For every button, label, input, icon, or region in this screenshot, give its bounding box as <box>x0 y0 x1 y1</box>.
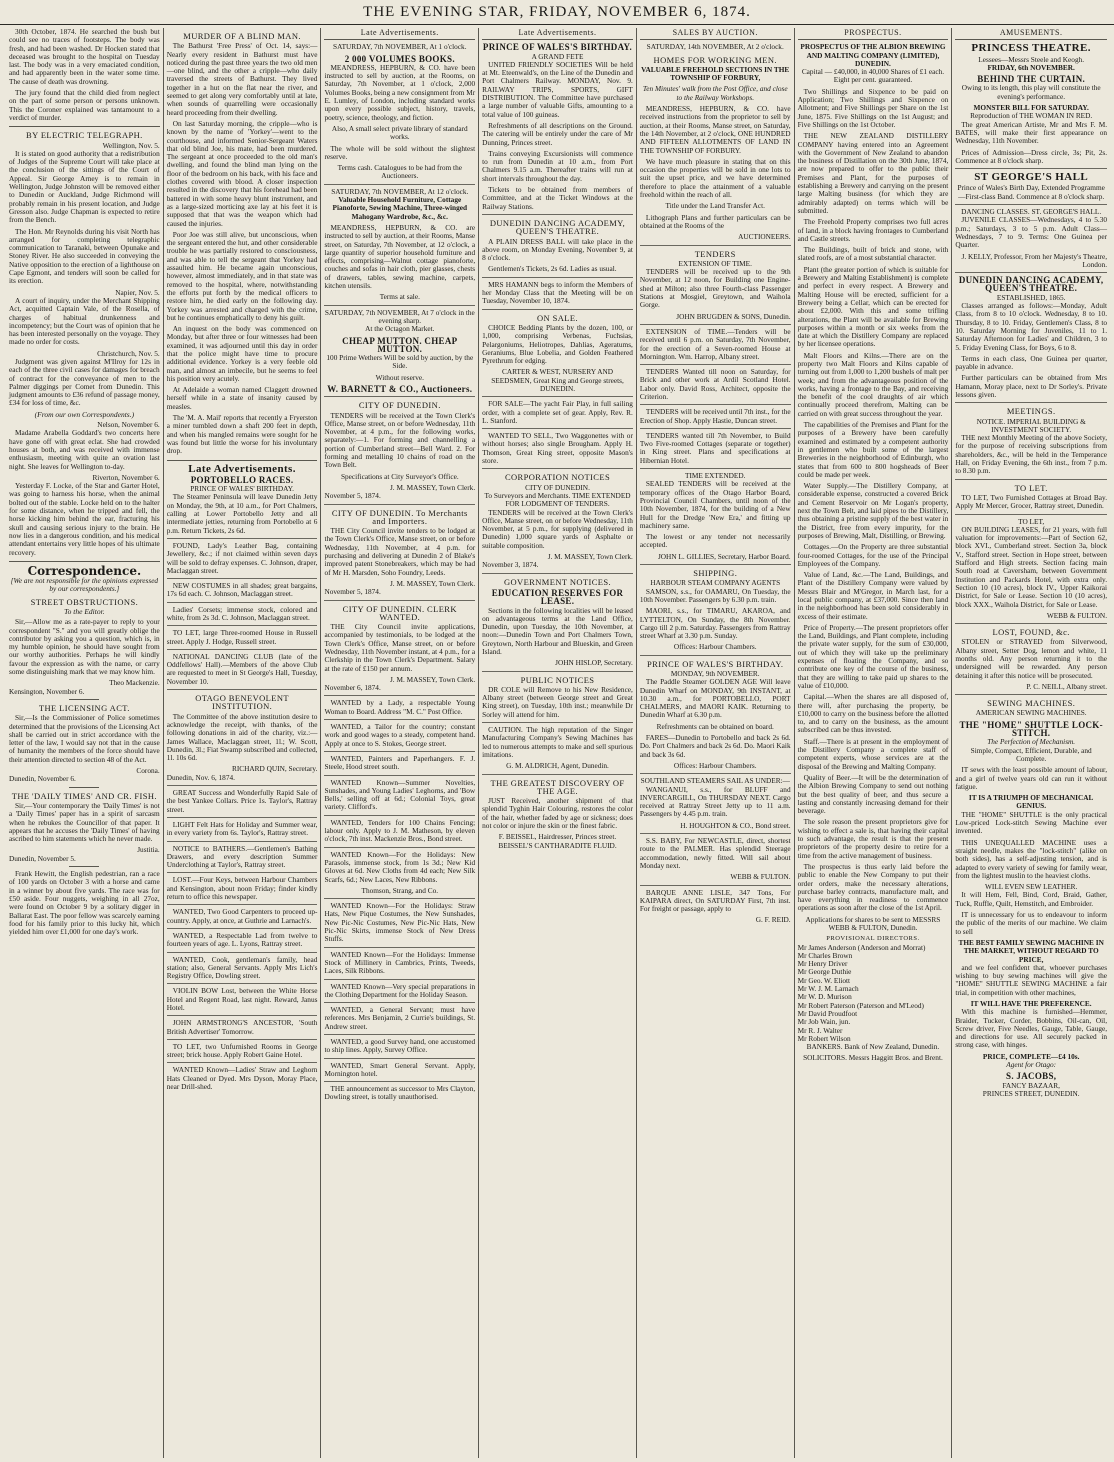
section-heading: LOST, FOUND, &c. <box>992 627 1070 638</box>
ad-signature: CARTER & WEST, NURSERY AND SEEDSMEN, Great King and George streets, DUNEDIN. <box>482 368 633 397</box>
ad-text: WANTED Known—Summer Novelties, Sunshades, and Young Ladies' Leghorns, and 'Bow Bells,' selling off at 6d.; Colonial Toys, great variety. Clifford's. <box>324 779 475 816</box>
ad-text: A PLAIN DRESS BALL will take place in the above room, on Monday Evening, November 9, at 8 o'clock. <box>482 236 633 263</box>
ad-text: TENDERS will be received at the Town Clerk's Office, Manse street, on or before Wednesday, 11th November, at 4 p.m., for the following works, separately:—1. For forming and channelling a portion of Cumberland street—Bell Ward. 2. For forming and metalling 10 chains of road on the Town Belt. <box>324 410 476 470</box>
ad-date: November 5, 1874. <box>324 492 475 504</box>
ad-text: It will Hem, Fell, Bind, Cord, Braid, Gather, Tuck, Ruffle, Quilt, Hemstitch, and Embroider. <box>955 890 1108 908</box>
divider <box>69 699 99 700</box>
ad-title: TO LET, <box>1018 516 1045 526</box>
ad-text: WANTED Known—For the Holidays: New Parasols, immense stock, from 1s 3d.; New Kid Gloves at 6d. New Cloths from 4d each; New Silk Scarfs, 6d.; New Laces, New Ribbons. <box>324 849 476 884</box>
ad-text: With this machine is furnished—Hemmer, Braider, Tucker, Corder, Bobbins, Oil-can, Oil, Screw driver, Five Needles, Gauge, Table, Gauge, and directions for use. All securely packed in strong case, with hinges. <box>955 1007 1108 1050</box>
ad-title: MONSTER BILL FOR SATURDAY. <box>973 103 1089 113</box>
bankers: BANKERS. Bank of New Zealand, Dunedin. <box>806 1042 940 1052</box>
column-4 <box>479 28 637 1458</box>
ad-title: HOMES FOR WORKING MEN. <box>653 54 777 65</box>
ad-title: THE GREATEST DISCOVERY OF THE AGE. <box>490 777 625 796</box>
column-3 <box>321 28 479 1458</box>
ad-text: IT sews with the least possible amount of labour, and a girl of twelve years old can run it without fatigue. <box>955 765 1108 791</box>
letter-place: Dunedin, November 6. <box>9 774 76 784</box>
prospectus-text: Capital.—When the shares are all disposed of, there will, after purchasing the property, be £10,000 to carry on the business before the allotted to, and to carry on the business, as the amount subscribed can be thus invested. <box>797 692 949 735</box>
ad-text: THE City Council invite applications, accompanied by testimonials, to be lodged at the Town Clerk's Office, Manse street, on or before Wednesday, 11th November instant, at 4 p.m., for a Clerkship in the Town Clerk's Department. Salary at the rate of £150 per annum. <box>324 622 476 673</box>
ad-text: BEISSEL'S CANTHARADITE FLUID. <box>498 840 617 850</box>
ad-text: MEANDRESS, HEPBURN, & CO. are instructed to sell by auction, at their Rooms, Manse street, on Saturday, 7th November, at 12 o'clock, a large quantity of superior household furniture and effects, comprising—Walnut cottage pianoforte, couches and sofas in hair cloth, pier glasses, chests of drawers, tables, sewing machine, carpets, kitchen utensils. <box>324 222 476 291</box>
ad-text: DR COLE will Remove to his New Residence, Albany street (between George street and Great King street), on Tuesday, 10th inst.; meanwhile Dr Sorley will attend for him. <box>482 686 633 723</box>
agent-business: FANCY BAZAAR, <box>1002 1080 1060 1090</box>
ad-text: FOUND, Lady's Leather Bag, containing Jewellery, &c.; if not claimed within seven days will be sold to defray expenses. C. Johnson, draper, Maclaggan street. <box>167 542 318 579</box>
ad-text: NOTICE to BATHERS.—Gentlemen's Bathing Drawers, and every description Summer Underclothing at Taylor's, Rattray street. <box>167 845 318 874</box>
ad-text: WANTED Known—For the Holidays: Straw Hats, New Pique Costumes, the New Sunshades, New Pic-Nic Costumes, New Pic-Nic Hats, New Pic-Nic Skirts, immense Stock of New Dress Stuffs. <box>324 902 475 947</box>
dateline: Riverton, November 6. <box>92 472 160 482</box>
ad-text: Gentlemen's Tickets, 2s 6d. Ladies as usual. <box>482 265 633 277</box>
divider <box>9 126 160 127</box>
ad-text: EXTENSION of TIME.—Tenders will be received until 6 p.m. on Saturday, 7th November, for the erection of a Seven-roomed House at Mornington. Wm. Harrop, Albany street. <box>640 328 791 365</box>
ad-text: and we feel confident that, whoever purchases wishing to buy sewing machines will give the "HOME" SHUTTLE SEWING MACHINE a fair trial, in competition with other machines, <box>955 962 1108 997</box>
ad-title: EXTENSION OF TIME. <box>678 258 752 268</box>
ad-text: WANTED Known—Very special preparations in the Clothing Department for the Holiday Season. <box>324 983 475 1004</box>
prospectus-text: Quality of Beer.—It will be the determination of the Albion Brewing Company to send out nothing but the best quality of beer, and thus secure a lasting and constantly increasing demand for their beverage. <box>797 772 949 816</box>
prospectus-text: THE NEW ZEALAND DISTILLERY COMPANY having entered into an Agreement with the Government of New Zealand to abandon the business of Distillation on the 30th June, 1874, are now prepared to offer to the public their Premises and Plant, for the purposes of establishing a Brewery and carrying on the present large Malting business (for which they are admirably adapted) on terms which will be submitted. <box>797 131 949 215</box>
ad-date: MONDAY, 9th NOVEMBER. <box>670 669 760 678</box>
ad-subtitle: Reproduction of THE WOMAN IN RED. <box>970 111 1093 121</box>
ad-date: FRIDAY, 6th NOVEMBER. <box>987 62 1075 72</box>
ad-text: GREAT Success and Wonderfully Rapid Sale of the best Yankee Collars. Price 1s. Taylor's, Rattray street. <box>167 789 318 818</box>
column-heading: SALES BY AUCTION. <box>640 28 791 40</box>
ad-text: The Paddle Steamer GOLDEN AGE Will leave Dunedin Wharf on MONDAY, 9th INSTANT, at 10.30 a.m., for PORTOBELLO, PORT CHALMERS, and MAORI KAIK. Returning to Dunedin Wharf at 6.30 p.m. <box>639 677 791 720</box>
letter-signature: Corona. <box>136 766 160 776</box>
column-5 <box>637 28 795 1458</box>
article-text: At Adelaide a woman named Claggett drowned herself while in a state of insanity caused by measles. <box>166 385 318 411</box>
ad-title: W. BARNETT & CO., Auctioneers. <box>324 385 475 397</box>
ad-title: CITY OF DUNEDIN. To Merchants and Importers. <box>331 507 468 526</box>
article-text: Yesterday F. Locke, of the Star and Garter Hotel, was going to harness his horse, when the animal bolted out of the stable. Locke held on to the halter for some distance, when he tripped and fell, the horse kicking him behind the ear, fracturing his skull and causing serious injury to the brain. He now lies in a dangerous condition, and his medical attendant entertains very little hopes of his ultimate recovery. <box>9 481 160 557</box>
article-text: Poor Joe was still alive, but unconscious, when the sergeant entered the hut, and other considerable trouble he was partially restored to consciousness, and was able to tell the sergeant that Yorkey had assaulted him. He became again unconscious, however, almost immediately, and in that state was removed to the hospital, where, notwithstanding the efforts put forth by the medical officers to restore him, he died early on the following day. Yorkey was arrested and charged with the crime, but he continues emphatically to deny his guilt. <box>166 229 318 322</box>
prospectus-text: Two Shillings and Sixpence to be paid on Application; Two Shillings and Sixpence on Allotment; and Five Shillings per Share on the 1st June, 1875. Five Shillings on the 1st August; and Five Shillings on the 1st October. <box>797 86 949 129</box>
article-text: A court of inquiry, under the Merchant Shipping Act, acquitted Captain Vale, of the Rosella, of charges of habitual drunkenness and incompetency; but the Court was of opinion that he has been interested personally on the voyage. They made no order for costs. <box>9 295 160 347</box>
prospectus-text: The capabilities of the Premises and Plant for the purposes of a Brewery have been carefully examined and estimated by a competent authority in gentlemen who built some of the largest Breweries in the neighborhood of Edinburgh, who states that from 600 to 800 hogsheads of Beer could be made per week. <box>797 420 949 479</box>
ad-text: FOR SALE—The yacht Fair Play, in full sailing order, with a complete set of gear. Apply, Rev. R. L. Stanford. <box>482 400 633 429</box>
ad-text: WANTED Known—Ladies' Straw and Leghorn Hats Cleaned or Dyed. Mrs Dyson, Moray Place, near Drill-shed. <box>166 1065 318 1092</box>
section-heading: PUBLIC NOTICES <box>520 674 595 685</box>
ad-text: TENDERS will be received up to the 9th November, at 12 noon, for Building one Engine-shed at Milton; also three Fourth-class Passenger Stations at Mosgiel, Greytown, and Waihola Gorge. <box>639 267 791 310</box>
ad-text: WANTED, Cook, gentleman's family, head station; also, General Servants. Apply Mrs Lich's Registry Office, Dowling street. <box>167 956 318 985</box>
ad-text: Terms at sale. <box>324 293 475 305</box>
ad-title: IT IS A TRIUMPH OF MECHANICAL GENIUS. <box>968 793 1094 811</box>
ad-text: The Steamer Peninsula will leave Dunedin Jetty on Monday, the 9th, at 10 a.m., for Port Chalmers, calling at Lower Portobello Jetty and all intermediate jetties, returning from Portobello at 6 p.m. Return Tickets, 2s 6d. <box>167 493 318 538</box>
correspondents-heading: (From our own Correspondents.) <box>34 409 135 419</box>
column-7 <box>952 28 1110 1458</box>
ad-text: MEANDRESS, HEPBURN, & CO. have received instructions from the proprietor to sell by auction, at their Rooms, Manse street, on Saturday, the 14th November, at 2 o'clock, ONE HUNDRED AND FIFTEEN ALLOTMENTS OF LAND IN THE TOWNSHIP OF FORBURY. <box>639 104 791 155</box>
article-text: On last Saturday morning, the cripple—who is known by the name of 'Yorkey'—went to the courthouse, and informed Senior-Sergeant Waters that old blind Joe, his mate, had been murdered. The sergeant at once proceeded to the old man's dwelling, and found the blind man lying on the floor of the bedroom on his back, with his face and clothes covered with blood. A closer inspection resulted in the discovery that his forehead had been battered in with some heavy blunt instrument, and as a large-sized morticing axe lay at his feet it is supposed that that was the weapon which had caused the injuries. <box>166 118 318 228</box>
divider <box>167 460 318 461</box>
director-item: Mr Charles Brown <box>797 950 853 960</box>
director-item: Mr Robert Wilson <box>797 1033 851 1043</box>
ad-title: ON SALE. <box>537 312 578 323</box>
ad-date: Dunedin, Nov. 6, 1874. <box>167 774 318 786</box>
ad-text: UNITED FRIENDLY SOCIETIES Will be held at Mt. Eteenwald's, on the Line of the Dunedin and Port Chalmers Railway. MONDAY, Nov. 9. RAILWAY TRIPS, SPORTS, GIFT DISTRIBUTION. The Committee have purchased a large number of valuable Gifts, amounting to a total value of 100 guineas. <box>482 59 633 119</box>
ad-text: Terms in each class, One Guinea per quarter, payable in advance. <box>955 353 1108 372</box>
director-item: Mr James Anderson (Anderson and Morrat) <box>797 942 926 952</box>
ad-text: Further particulars can be obtained from Mrs Hamann, Moray place, next to Dr Sorley's. Private lessons given. <box>955 374 1107 403</box>
ad-text: We have much pleasure in stating that on this occasion the properties will be sold in one lots to suit the upset price, and we have determined therefore to place the attainment of a valuable freehold within the reach of all. <box>639 156 791 200</box>
director-item: Mr Geo. W. Eliott <box>797 975 851 985</box>
ad-text: THE next Monthly Meeting of the above Society, for the purpose of receiving subscriptions from shareholders, &c., will be held in the Temperance Hall, on Friday Evening, the 6th inst., from 7 p.m. to 8.30 p.m. <box>955 434 1107 479</box>
ad-text: TO LET, Two Furnished Cottages at Broad Bay. Apply Mr Mercer, Grocer, Rattray street, Dunedin. <box>955 494 1107 515</box>
ad-text: THE announcement as successor to Mrs Clayton, Dowling street, is totally unauthorised. <box>324 1084 476 1102</box>
article-text: The Hon. Mr Reynolds during his visit North has arranged for completing telegraphic communication to Taranaki, between Opunake and Stoney River. He also succeeded in conveying the Native opposition to the erection of a lighthouse on Cape Egmont, and tenders will soon be called for its erection. <box>9 226 160 286</box>
ad-subtitle: ESTABLISHED, 1865. <box>996 292 1066 302</box>
letter-place: Dunedin, November 5. <box>9 853 76 863</box>
ad-text: Tickets to be obtained from members of Committee, and at the Ticket Windows at the Railway Stations. <box>482 186 633 215</box>
ad-date: SATURDAY, 7th NOVEMBER, At 7 o'clock in the evening sharp. <box>324 307 475 325</box>
letter-text: Sir,—Allow me as a rate-payer to reply to your correspondent "S." and you will greatly oblige the contributor by asking you a question, which is, in my humble opinion, he should have sought from our worthy authorities. Perhaps he will kindly favour the expression as with the name, or carry some distinguishing mark that we may know him. <box>9 617 160 677</box>
letter-signature: Theo Mackenzie. <box>109 678 160 688</box>
article-text: Judgment was given against M'Ilroy for 12s in each of the three civil cases for damages for breach of contract for the conveyance of men to the Palmer diggings per Comet from Dunedin. This judgment amounts to £36 refund of passage money, £34 for loss of time, &c. <box>9 356 160 408</box>
ad-subtitle: A GRAND FETE <box>531 51 584 61</box>
article-text: Madame Arabella Goddard's two concerts here have gone off with great eclat. She had crowded houses at both, and was received with immense enthusiasm, meeting with quite an ovation last night. She leaves for Wellington to-day. <box>9 428 160 471</box>
ad-text: The great American Artiste, Mr and Mrs F. M. BATES, will make their first appearance on Wednesday, 11th November. <box>955 119 1108 146</box>
jury-verdict: The jury found that the child died from neglect on the part of some person or persons unknown. This the Coroner explained was tantamount to a verdict of murder. <box>9 88 160 122</box>
ad-title: DANCING CLASSES. ST. GEORGE'S HALL. <box>961 207 1102 217</box>
ad-text: MEANDRESS, HEPBURN, & CO. have been instructed to sell by auction, at the Rooms, on Saturday, 7th November, at 1 o'clock, 2,000 Volumes Books, being a new consignment from Mr E. Lumley, of London, including standard works upon every possible subject, history, travels, poetry, science, theology, and fiction. <box>324 62 476 122</box>
ad-text: TENDERS will be received until 7th inst., for the Erection of Shop. Apply Hastie, Duncan street. <box>640 408 791 429</box>
ad-subtitle: Ten Minutes' walk from the Post Office, and close to the Railway Workshops. <box>642 84 788 102</box>
ad-title: DUNEDIN DANCING ACADEMY, QUEEN'S THEATRE. <box>489 217 626 237</box>
director-item: Mr George Duthie <box>797 967 852 977</box>
section-heading: GOVERNMENT NOTICES. <box>503 576 612 587</box>
ad-title: BEHIND THE CURTAIN. <box>977 74 1086 85</box>
ad-text: At the Octagon Market. <box>365 324 435 334</box>
ad-title: 2 000 VOLUMES BOOKS. <box>344 53 455 64</box>
ad-signature: J. M. MASSEY, Town Clerk. <box>389 482 476 492</box>
ad-date: November 5, 1874. <box>324 588 475 600</box>
top-rule <box>0 24 1114 25</box>
ad-title: CITY OF DUNEDIN. <box>525 482 590 492</box>
ad-title: VALUABLE FREEHOLD SECTIONS IN THE TOWNSHIP OF FORBURY, <box>641 64 790 83</box>
directors-list <box>798 944 949 1044</box>
to-editor: To the Editor. <box>64 607 105 616</box>
dateline: Napier, Nov. 5. <box>115 287 160 297</box>
ad-text: CAUTION. The high reputation of the Singer Manufacturing Company's Sewing Machines has led to numerous attempts to make and sell spurious imitations. <box>482 725 633 759</box>
ad-signature: F. BEISSEL, Hairdresser, Princes street. <box>498 832 617 842</box>
ad-title: PORTOBELLO RACES. <box>190 474 294 485</box>
ad-title: IT WILL HAVE THE PREFERENCE. <box>970 998 1092 1008</box>
ad-signature: JOHN HISLOP, Secretary. <box>482 659 633 671</box>
article-text: The 'M. A. Mail' reports that recently a Fryerston a miner tumbled down a shaft 200 feet in depth, and when his mangled remains were sought for he was found but little the worse for his involuntary drop. <box>166 413 318 456</box>
letter-signature: Justitia. <box>137 845 160 855</box>
ad-signature: P. C. NEILL, Albany street. <box>955 683 1107 695</box>
ad-signature: H. HOUGHTON & CO., Bond street. <box>640 822 791 834</box>
ad-text: WANTED, a Respectable Lad from twelve to fourteen years of age. L. Lyons, Rattray street. <box>167 932 318 953</box>
ad-title: Valuable Household Furniture, Cottage Pianoforte, Sewing Machine, Three-winged Mahogany Wardrobe, &c., &c. <box>332 195 468 221</box>
prospectus-text: Cottages.—On the Property are three substantial four-roomed Cottages, for the use of the Principal Employees of the Company. <box>797 542 949 568</box>
ad-text: NEW COSTUMES in all shades; great bargains, 17s 6d each. C. Johnson, Maclaggan street. <box>167 582 318 603</box>
ad-signature: AUCTIONEERS. <box>640 233 791 245</box>
ad-text: WANTED, Painters and Paperhangers. F. J. Steele, Hood street south. <box>324 755 475 776</box>
ad-text: Owing to its length, this play will constitute the evening's performance. <box>961 83 1101 101</box>
masthead: THE EVENING STAR, FRIDAY, NOVEMBER 6, 1874. <box>363 4 751 20</box>
solicitors: SOLICITORS. Messrs Haggitt Bros. and Brent. <box>803 1053 943 1063</box>
ad-text: TENDERS will be received at the Town Clerk's Office, Manse street, on or before Wednesday, 11th November, at 5 p.m., for supplying (delivered in Dunedin) 1,000 square yards of Asphalte or suitable composition. <box>482 507 633 550</box>
prospectus-capital: Capital — £40,000, in 40,000 Shares of £1 each. Eight per cent. guaranteed. <box>801 67 945 85</box>
prospectus-text: Staff.—There is at present in the employment of the Distillery Company a complete staff of competent experts, whose services are at the disposal of the Brewing and Malting Company. <box>797 736 949 771</box>
ad-date: SATURDAY, 7th NOVEMBER, At 12 o'clock. <box>331 186 469 196</box>
letter-heading: THE 'DAILY TIMES' AND CR. FISH. <box>11 790 157 801</box>
article-text: It is stated on good authority that a redistribution of Judges of the Supreme Court will take place at the conclusion of the sittings of the Court of Appeal. Sir George Arney is to remain in Wellington, Judge Johnston will be removed either to Dunedin or Auckland, Judge Richmond will probably remain in his present location, and Judge Gresson also. Judge Chapman is expected to retire from the Bench. <box>9 148 160 225</box>
prospectus-text: The Freehold Property comprises two full acres of land, in a block having frontages to Cumberland and Castle streets. <box>797 217 949 243</box>
letter-heading: STREET OBSTRUCTIONS. <box>30 596 139 607</box>
ad-title: AMERICAN SEWING MACHINES. <box>975 708 1087 718</box>
directors-heading: PROVISIONAL DIRECTORS. <box>826 935 920 943</box>
ad-text: VIOLIN BOW Lost, between the White Horse Hotel and Regent Road, last night. Reward, Janus Hotel. <box>167 987 318 1016</box>
disclaimer: [We are not responsible for the opinions expressed by our correspondents.] <box>10 576 159 594</box>
section-heading: CORPORATION NOTICES <box>504 472 611 483</box>
telegraph-heading: BY ELECTRIC TELEGRAPH. <box>26 130 143 141</box>
ad-title: TIME EXTENDED. <box>685 471 746 481</box>
ad-date: November 6, 1874. <box>324 684 475 696</box>
ad-text: Ladies' Corsets; immense stock, colored and white, from 2s 3d. C. Johnson, Maclaggan street. <box>167 606 318 627</box>
ad-text: Offices: Harbour Chambers. <box>640 762 791 774</box>
ad-text: TENDERS Wanted till noon on Saturday, for Brick and other work at Ardil Scotland Hotel. Labor only. David Ross, Architect, opposite the Criterion. <box>640 368 791 405</box>
ad-text: Simple, Compact, Efficient, Durable, and Complete. <box>970 745 1092 763</box>
ad-text: WANTED, Tenders for 100 Chains Fencing; labour only. Apply to J. M. Matheson, by eleven o'clock, 7th inst. Mackenzie Bros., Bond street. <box>324 819 475 848</box>
ad-signature: Thomson, Strang, and Co. <box>324 887 475 899</box>
prospectus-text: The prospectus is thus early laid before the public to enable the New Company to put their order orders, make the necessary alterations, purchase barley contracts, manufacture malt, and have everything in readiness to commence operations as soon after the close of the 1st April. <box>797 861 949 913</box>
ad-text: 100 Prime Wethers Will be sold by auction, by the Side. <box>326 353 474 371</box>
ad-date: November 3, 1874. <box>482 561 633 573</box>
column-heading: Late Advertisements. <box>482 28 633 40</box>
ad-text: Lithograph Plans and further particulars can be obtained at the Rooms of the <box>639 212 791 230</box>
director-item: Mr Robert Paterson (Paterson and M'Leod) <box>797 1000 924 1010</box>
director-item: Mr R. J. Walter <box>797 1025 843 1035</box>
ad-text: WANTED, a Tailor for the country; constant work and good wages to a steady, competent hand. Apply at once to S. Stokes, George street. <box>324 723 475 752</box>
ad-text: THIS UNEQUALLED MACHINE uses a straight needle, makes the "lock-stitch" (alike on both sides), has a self-adjusting tension, and is adapted to every variety of sewing for family wear, from the lightest muslin to the heaviest cloths. <box>955 837 1108 880</box>
prospectus-text: The sole reason the present proprietors give for wishing to effect a sale is, that having their capital to such advantage, the result is that the present proprietors of the property desire to retire for a time from the active management of business. <box>797 817 949 860</box>
ad-text: WANTED TO SELL, Two Waggonettes with or without horses; also single Brougham. Apply H. Thomson, Great King street, opposite Mason's store. <box>482 432 633 469</box>
agent-name: S. JACOBS, <box>1006 1071 1057 1082</box>
dateline: Nelson, November 6. <box>97 420 160 430</box>
ad-text: SAMSON, s.s., for OAMARU, On Tuesday, the 10th November. Passengers by 6.30 p.m. train. <box>639 586 791 604</box>
ad-title: CITY OF DUNEDIN. <box>358 400 441 411</box>
letter-place: Kensington, November 6. <box>9 686 85 696</box>
agent-address: PRINCES STREET, DUNEDIN. <box>982 1088 1080 1098</box>
ad-text: NATIONAL DANCING CLUB (late of the Oddfellows' Hall).—Members of the above Club are requested to meet in St George's Hall, Tuesday, November 10. <box>167 653 318 690</box>
ad-text: TENDERS wanted till 7th November, to Build Two Five-roomed Cottages (separate or together) in King street. Plans and specifications at Hibernian Hotel. <box>640 432 791 469</box>
ad-text: WANTED Known—For the Holidays: Immense Stock of Millinery in Cambrics, Prints, Tweeds, Laces, Silk Ribbons. <box>324 951 475 980</box>
inquest-text: 30th October, 1874. He searched the bush but could see no traces of footsteps. The body was fresh, and had been washed. Dr Hocken stated that deceased was brought to the hospital on Tuesday last. The body was in a very emaciated condition, and had apparently been in the water some time. The cause of death was drowning. <box>9 28 160 86</box>
columns <box>6 28 1110 1458</box>
ad-title: PRINCE OF WALES'S BIRTHDAY. <box>482 42 633 53</box>
dateline: Christchurch, Nov. 5. <box>97 348 160 358</box>
ad-text: LIGHT Felt Hats for Holiday and Summer wear, in every variety from 6s. Taylor's, Rattray street. <box>167 821 318 842</box>
ad-text: FARES—Dunedin to Portobello and back 2s 6d. Do. Port Chalmers and back 2s 6d. Do. Maori Kaik and back 3s 6d. <box>639 733 791 759</box>
ad-title: THE BEST FAMILY SEWING MACHINE IN THE MARKET, WITHOUT REGARD TO PRICE, <box>958 937 1104 964</box>
ad-text: SEALED TENDERS will be received at the temporary offices of the Otago Harbor Board, Provincial Council Chambers, until noon of the 10th November, 1874, for the building of a New Hull for the Dredge 'New Era,' and fitting up machinery same. <box>639 479 791 530</box>
agent-label: Agent for Otago: <box>1006 1060 1057 1070</box>
price: PRICE, COMPLETE—£4 10s. <box>982 1051 1080 1061</box>
ad-text: CHOICE Bedding Plants by the dozen, 100, or 1,000, comprising Verbenas, Fuchsias, Pelargoniums, Heliotropes, Dahlias, Ageratums, Geraniums, Blue Lobelia, and Golden Feathered Pyrethrum for edging. <box>482 322 633 366</box>
prospectus-text: Malt Floors and Kilns.—There are on the property two Malt Floors and Kilns capable of turning out from 1,000 to 1,200 bushels of malt per week; and from the advantageous position of the works, having a frontage to the Bay, and receiving the benefit of the cool draughts of air which continually proceed therefrom, Malting can be carried on with great success throughout the year. <box>797 350 949 418</box>
ad-subtitle: WILL EVEN SEW LEATHER. <box>984 882 1078 892</box>
ad-subtitle: The Perfection of Mechanism. <box>987 737 1076 747</box>
ad-text: Classes arranged as follows:—Monday, Adult Class, from 8 to 10 o'clock. Wednesday, 8 to 10. Thursday, 8 to 10. Friday, Gentlemen's Class, 8 to 10. Saturday Morning for Juveniles, 11 to 1. Saturday Afternoon for Ladies' and Children, 3 to 5. Friday Evening Class, for Boys, 6 to 8. <box>955 301 1108 352</box>
ad-text: Refreshments can be obtained on board. <box>656 721 774 731</box>
divider <box>69 866 99 867</box>
ad-title: CITY OF DUNEDIN. CLERK WANTED. <box>342 603 457 622</box>
ad-signature: G. F. REID. <box>755 915 791 925</box>
article-text: Frank Hewitt, the English pedestrian, ran a race of 100 yards on October 3 with a horse and came in a winner by about five yards. The race was for £50 aside. Four nuggets, weighing in all 27oz, were found on October 9 by a solitary digger in Ballarat East. The poor fellow was scarcely earning food for his family prior to this lucky hit, which yielded him over £1,000 for one day's work. <box>9 869 160 937</box>
article-heading: MURDER OF A BLIND MAN. <box>183 31 301 41</box>
ad-text: Also, A small select private library of standard works. <box>331 123 468 142</box>
prospectus-text: Plant (the greater portion of which is suitable for a Brewery and Malting Establishment) is complete and perfect in every respect. A Brewery and Malting House will be erected, sufficient for a Brewery being a Cellar, which can be erected for about £2,000. With this and some trifling alterations, the Plant will be available for Brewing purposes within a month or six weeks from the date at which the Distillery Company are replaced by her licensee operations. <box>797 264 949 349</box>
ad-text: TO LET, large Three-roomed House in Russell street. Apply J. Hodge, Russell street. <box>167 629 318 650</box>
ad-text: JUST Received, another shipment of that splendid Tyghin Hair Colouring, restores the color of the hair, whether faded by age or sickness; does not color or injure the skin or the finest fabric. <box>482 796 633 831</box>
ad-title: SOUTHLAND STEAMERS SAIL AS UNDER:— <box>640 776 790 786</box>
ad-signature: WEBB & FULTON. <box>640 873 791 885</box>
letter-text: Sir,—Your contemporary the 'Daily Times' is not a 'Daily Times' paper has in a spirit of sarcasm when he rebukes the Councillor of that paper. It appears that he accuses the 'Daily Times' of having ascribed to him statements which he never made. <box>9 800 160 844</box>
ad-text: ON BUILDING LEASES, for 21 years, with full valuation for improvements:—Part of Section 62, block XVI., Cumberland street. Section 3a, block V., Stafford street. Section in Hope street, between Stafford and High streets. Section facing main South road at Caversham, between Government Institution and Packards Hotel, with extra only. Section 10 (10 acres), block IV., Upper Kaikorai District, for Sale or Lease. Section 10 (10 acres), block XXX., Waihola District, for Sale or Lease. <box>955 524 1108 609</box>
column-heading: AMUSEMENTS. <box>955 28 1107 40</box>
column-6 <box>795 28 953 1458</box>
ad-title: THE "HOME" SHUTTLE LOCK-STITCH. <box>959 719 1103 739</box>
ad-text: BARQUE ANNE LISLE, 347 Tons, For KAIPARA direct, On SATURDAY First, 7th inst. For freight or passage, apply to <box>639 887 791 914</box>
correspondence-heading: Correspondence. <box>27 563 142 578</box>
article-text: The Bathurst 'Free Press' of Oct. 14, says:—Nearly every resident in Bathurst must have noticed during the past three years the two old men—one blind, and the other a cripple—who daily traversed the streets of Bathurst. They lived together in a hut on the flat near the river, and seemed to get along very comfortably until at late, when sounds of quarrelling were occasionally heard proceeding from their dwelling. <box>166 41 318 117</box>
column-heading: Late Advertisements. <box>324 28 475 40</box>
ad-text: WANGANUI, s.s., for BLUFF and INVERCARGILL, On THURSDAY NEXT. Cargo received at Rattray Street Jetty up to 11 a.m. Passengers by 4.45 p.m. train. <box>639 784 791 819</box>
ad-text: THE City Council invite tenders to be lodged at the Town Clerk's Office, Manse street, on or before Wednesday, 11th November, at 4 p.m. for purchasing and delivering at Dunedin 2 of Blake's improved patent Stonebreakers, which may be had of Mr H. Marsden, Soho Foundry, Leeds. <box>324 526 476 577</box>
ad-text: Offices: Harbour Chambers. <box>640 643 791 655</box>
letter-heading: THE LICENSING ACT. <box>38 702 130 713</box>
ad-signature: RICHARD QUIN, Secretary. <box>231 764 318 774</box>
ad-text: MRS HAMANN begs to inform the Members of her Monday Class that the Meeting will be on Tuesday, November 10, 1874. <box>482 281 633 310</box>
ad-text: Refreshments of all descriptions on the Ground. The catering will be entirely under the care of Mr Dunning, Princes street. <box>482 120 633 147</box>
director-item: Mr David Proudfoot <box>797 1008 858 1018</box>
ad-title: DUNEDIN DANCING ACADEMY, QUEEN'S THEATRE. <box>958 275 1104 294</box>
ad-title: NOTICE. IMPERIAL BUILDING & INVESTMENT SOCIETY. <box>976 416 1086 434</box>
ad-subtitle: To Surveyors and Merchants. TIME EXTENDED FOR LODGMENT OF TENDERS. <box>484 490 631 509</box>
section-heading: MEETINGS. <box>1006 406 1056 417</box>
ad-text: Specifications at City Surveyor's Office. <box>340 471 459 481</box>
ad-text: Prices of Admission—Dress circle, 3s; Pit, 2s. Commence at 8 o'clock sharp. <box>955 149 1107 170</box>
ad-text: S.S. BABY, For NEWCASTLE, direct, shortest route to the PALMER. Has splendid Steerage accommodation, newly fitted. Will sail about Monday next. <box>639 836 791 870</box>
ad-text: WANTED by a Lady, a respectable Young Woman to Board. Address "M. C." Post Office. <box>324 699 475 720</box>
ad-text: WANTED, a good Survey hand, one accustomed to ship lines. Apply, Survey Office. <box>324 1038 475 1059</box>
ad-signature: J. M. MASSEY, Town Clerk. <box>547 552 633 562</box>
column-1 <box>6 28 164 1458</box>
ad-title: PRINCESS THEATRE. <box>971 42 1091 55</box>
section-heading: TENDERS <box>694 248 736 259</box>
prospectus-apply: Applications for shares to be sent to MESSRS WEBB & FULTON, Dunedin. <box>805 914 941 932</box>
ad-text: IT is unnecessary for us to endeavour to inform the public of the merits of our machine. We claim to sell <box>955 910 1108 936</box>
section-heading: TO LET. <box>1014 482 1048 493</box>
ad-text: JOHN ARMSTRONG'S ANCESTOR, 'South British Advertiser' Tomorrow. <box>167 1019 318 1040</box>
prospectus-text: Value of Land, &c.—The Land, Buildings, and Plant of the Distillery Company were valued by Messrs Blair and M'Gregor, in March last, for a local public company, at £37,000. Since then land in the neighborhood has been sold considerably in excess of their estimate. <box>797 570 949 621</box>
ad-date: SATURDAY, 14th NOVEMBER, At 2 o'clock. <box>646 42 784 52</box>
divider <box>9 561 160 562</box>
ad-text: LOST.—Four Keys, between Harbour Chambers and Kensington, about noon Friday; finder kindly return to office this newspaper. <box>167 876 318 905</box>
ad-signature: J. M. MASSEY, Town Clerk. <box>389 674 476 684</box>
prospectus-text: Price of Property.—The present proprietors offer the Land, Buildings, and Plant complete, including the private water supply, for the sum of £30,000, out of which they will take up the preliminary expenses of floating the Company, and so contribute one key of the course of the business, that they are willing to take paid up shares to the value of £10,000. <box>797 622 949 690</box>
ad-date: SATURDAY, 7th NOVEMBER, At 1 o'clock. <box>333 42 467 52</box>
ad-text: WANTED, Two Good Carpenters to proceed up-country. Apply, at once, at Guthrie and Larnach's. <box>167 908 318 929</box>
ad-text: Terms cash. Catalogues to be had from the Auctioneers. <box>324 164 475 185</box>
ad-text: Without reserve. <box>375 372 424 382</box>
ad-text: WANTED, Smart General Servant. Apply, Mornington hotel. <box>324 1062 475 1083</box>
ad-text: The lowest or any tender not necessarily accepted. <box>639 532 791 550</box>
divider <box>69 787 99 788</box>
ad-signature: JOHN BRUGDEN & SONS, Dunedin. <box>640 313 791 325</box>
ad-title: CHEAP MUTTON. CHEAP MUTTON. <box>342 335 458 354</box>
ad-signature: G. M. ALDRICH, Agent, Dunedin. <box>482 762 633 774</box>
column-2 <box>164 28 322 1458</box>
ad-text: Sections in the following localities will be leased on advantageous terms at the Land Office, Dunedin, upon Tuesday, the 10th November, at noon:—Dunedin Town and Port Chalmers Town, Greytown, North Harbour and Blueskin, and Green Island. <box>482 605 633 656</box>
ad-title: HARBOUR STEAM COMPANY AGENTS <box>650 578 781 588</box>
ad-signature: WEBB & FULTON. <box>955 612 1107 624</box>
ad-text: Prince of Wales's Birth Day, Extended Programme—First-class Band. Commence at 8 o'clock sharp. <box>955 184 1107 205</box>
ad-text: Trains conveying Excursionists will commence to run from Dunedin at 10 a.m., from Port Chalmers 9.15 a.m. Thereafter trains will run at short intervals throughout the day. <box>482 148 633 183</box>
ad-text: WANTED, a General Servant; must have references. Mrs Benjamin, 2 Currie's buildings, St. Andrew street. <box>324 1006 475 1035</box>
ad-text: The whole will be sold without the slightest reserve. <box>324 143 476 161</box>
section-heading: SHIPPING. <box>693 568 738 579</box>
director-item: Mr Henry Driver <box>797 959 848 969</box>
ad-text: MAORI, s.s., for TIMARU, AKAROA, and LYTTELTON, On Sunday, the 8th November. Cargo till 2 p.m. Saturday. Passengers from Rattray street Wharf at 3.30 p.m. Sunday. <box>639 606 791 641</box>
ad-title: OTAGO BENEVOLENT INSTITUTION. <box>195 693 289 712</box>
dateline: Wellington, Nov. 5. <box>102 140 160 150</box>
ad-signature: JOHN L. GILLIES, Secretary, Harbor Board. <box>640 553 791 565</box>
letter-text: Sir,—Is the Commissioner of Police sometimes determined that the provisions of the Licensing Act shall be carried out in strict accordance with the letter of the law, I would say not that in the cause of humanity the members of the force should have their attention directed to section 48 of the Act. <box>9 713 160 764</box>
ad-text: JUVENILE CLASSES—Wednesdays, 4 to 5.30 p.m.; Saturdays, 3 to 5 p.m. Adult Class—Wednesdays, 7 to 9. Terms: One Guinea per Quarter. <box>955 215 1108 250</box>
ad-text: The Committee of the above institution desire to acknowledge the receipt, with thanks, of the following donations in aid of the charity, viz.:—James Wallace, Maclaggan street, 1l.; W. Scott, Dunedin, 3l.; Fiat Swamp subscribed and collected, 1l. 10s 6d. <box>166 711 318 763</box>
ad-subtitle: PRINCE OF WALES' BIRTHDAY. <box>190 484 294 494</box>
late-ads-heading: Late Advertisements. <box>188 462 296 475</box>
ad-text: STOLEN or STRAYED from Silverwood, Albany street, Setter Dog, lemon and white, 11 months old. Any person returning it to the undersigned will be rewarded. Any person detaining it after this notice will be prosecuted. <box>955 637 1108 680</box>
ad-text: THE "HOME" SHUTTLE is the only practical Low-priced Lock-stitch Sewing Machine ever invented. <box>955 809 1108 836</box>
ad-signature: J. KELLY, Professor, From her Majesty's Theatre, London. <box>955 253 1107 274</box>
ad-title: ST GEORGE'S HALL <box>974 171 1089 184</box>
prospectus-text: Water Supply.—The Distillery Company, at considerable expense, constructed a covered Brick and Cement Reservoir on Mr Logan's property, next the Town Belt, and laid pipes to the Distillery, thus obtaining a pristine supply of the best water in the District, free from every impurity, for the purposes of Brewing, Malt, Distilling, or Brewing. <box>797 481 949 540</box>
director-item: Mr Job Wain, jun. <box>797 1017 851 1027</box>
ad-text: Title under the Land Transfer Act. <box>665 201 765 211</box>
ad-signature: J. M. MASSEY, Town Clerk. <box>389 578 476 588</box>
prospectus-text: The Buildings, built of brick and stone, with slated roofs, are of a most substantial character. <box>797 245 949 263</box>
prospectus-heading: PROSPECTUS OF THE ALBION BREWING AND MALTING COMPANY (LIMITED), DUNEDIN. <box>800 42 946 68</box>
ad-text: TO LET, two Unfurnished Rooms in George street; brick house. Apply Robert Gaine Hotel. <box>167 1043 318 1064</box>
section-heading: SEWING MACHINES. <box>987 698 1076 709</box>
ad-subtitle: Lessees—Messrs Steele and Keogh. <box>978 54 1085 64</box>
column-heading: PROSPECTUS. <box>798 28 949 40</box>
director-item: Mr W. J. M. Larnach <box>797 984 859 994</box>
director-item: Mr W. D. Murison <box>797 992 852 1002</box>
ad-title: PRINCE OF WALES'S BIRTHDAY. <box>647 658 784 669</box>
ad-title: EDUCATION RESERVES FOR LEASE. <box>491 587 624 607</box>
article-text: An inquest on the body was commenced on Monday, but after three or four witnesses had been examined, it was adjourned until this day in order that the police might have time to procure additional evidence. Yorkey is a very feeble old man, and almost an imbecile, but he seems to feel his position very acutely. <box>166 324 318 383</box>
